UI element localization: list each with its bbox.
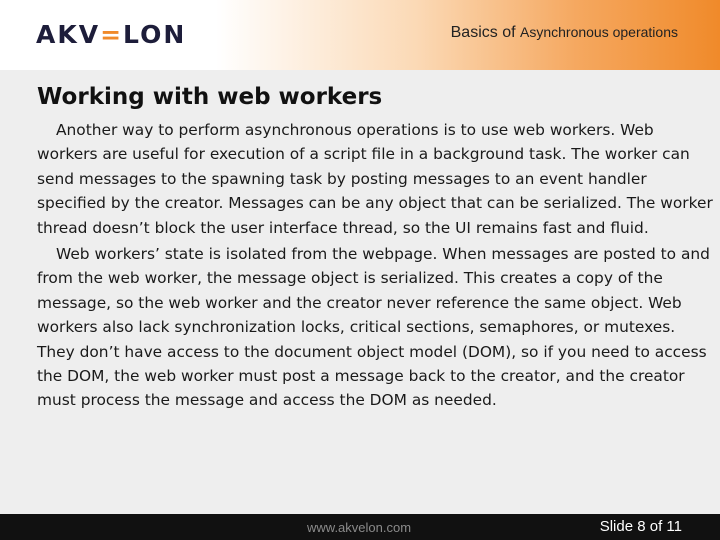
paragraph-1: Another way to perform asynchronous operations is to use web workers. Web workers are useful for execution of a script file in a background task. The worker can send messages to the spawning task by posting messages to an event handler specified by the creator. Messages can be any object that can be serialized. The worker thread doesn’t block the user interface thread, so the UI remains fast and fluid. xyxy=(37,121,713,237)
slide-number: Slide 8 of 11 xyxy=(599,518,682,535)
subtitle-topic: Asynchronous operations xyxy=(520,24,678,40)
slide-content xyxy=(37,84,713,415)
paragraph-2: Web workers’ state is isolated from the webpage. When messages are posted to and from the web worker, the message object is serialized. This creates a copy of the message, so the web worker and the creator never reference the same object. Web workers also lack synchronization locks, critical sections, semaphores, or mutexes. They don’t have access to the document object model (DOM), so if you need to access the DOM, the web worker must post a message back to the creator, and the creator must process the message and access the DOM as needed. xyxy=(37,245,710,410)
slide-header xyxy=(0,0,720,70)
akvelon-logo xyxy=(36,20,186,50)
logo-text-left: AKV xyxy=(36,20,101,49)
slide-title: Working with web workers xyxy=(37,84,383,110)
slide-footer xyxy=(0,514,720,540)
logo-e-mark: = xyxy=(100,20,124,49)
footer-url: www.akvelon.com xyxy=(307,520,412,535)
subtitle-prefix: Basics of xyxy=(450,24,516,41)
deck-subtitle xyxy=(451,24,678,42)
logo-text-right: LON xyxy=(123,20,187,49)
